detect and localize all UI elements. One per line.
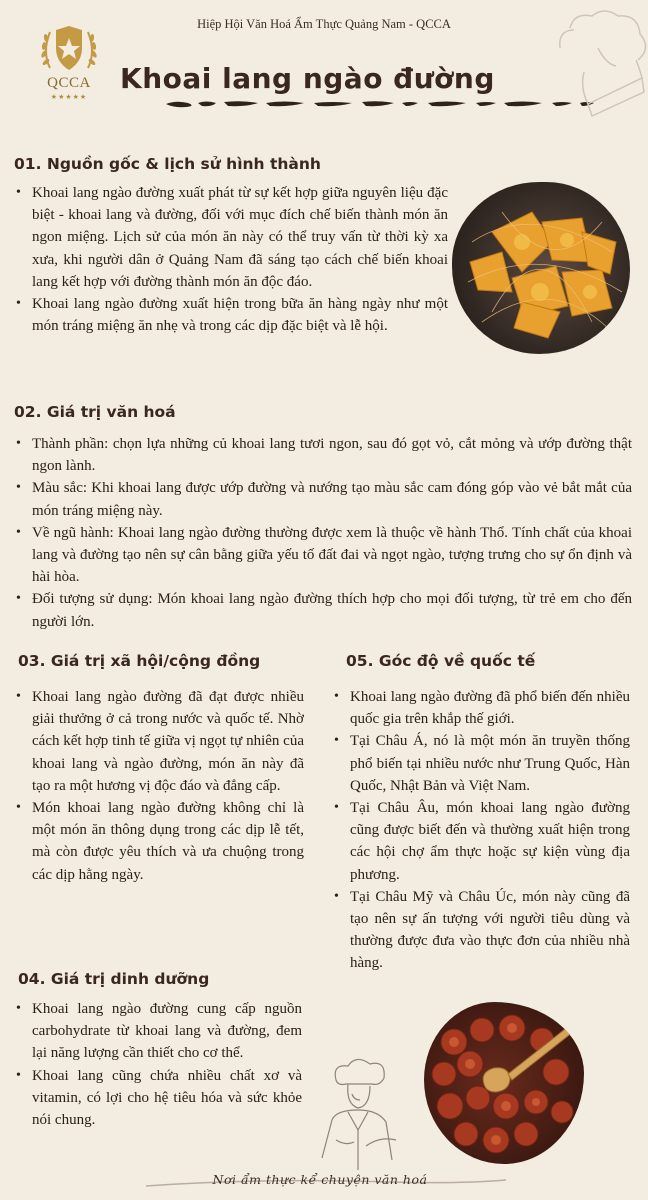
list-item: • Thành phần: chọn lựa những củ khoai lang tươi ngon, sau đó gọt vỏ, cắt mỏng và ướp đường thật ngon lành. [12, 433, 632, 477]
section-list-nutrition [12, 998, 302, 1131]
list-item: • Khoai lang ngào đường đã phổ biến đến nhiều quốc gia trên khắp thế giới. [330, 686, 630, 730]
list-item: • Khoai lang ngào đường đã đạt được nhiều giải thưởng ở cả trong nước và quốc tế. Nhờ cách kết hợp tinh tế giữa vị ngọt tự nhiên của khoai lang và ngào đường, món ăn này đã tạo ra một hương vị độc đáo và đẳng cấp. [12, 686, 304, 797]
list-item: • Khoai lang ngào đường cung cấp nguồn carbohydrate từ khoai lang và đường, đem lại năng lượng cần thiết cho cơ thể. [12, 998, 302, 1065]
list-item: • Tại Châu Âu, món khoai lang ngào đường cũng được biết đến và thường xuất hiện trong các hội chợ ẩm thực hoặc sự kiện vùng địa phương. [330, 797, 630, 886]
candied-sweet-potato-illustration [452, 182, 630, 354]
list-item: • Tại Châu Mỹ và Châu Úc, món này cũng đã tạo nên sự ấn tượng với người tiêu dùng và thường được đưa vào thực đơn của nhiều nhà hàng. [330, 886, 630, 975]
list-item: • Khoai lang ngào đường xuất hiện trong bữa ăn hàng ngày như một món tráng miệng ăn nhẹ và trong các dịp đặc biệt và lễ hội. [12, 293, 448, 337]
page-title: Khoai lang ngào đường [120, 62, 495, 95]
section-heading-cultural-value: 02. Giá trị văn hoá [14, 403, 176, 421]
chef-sketch-decoration-icon [296, 1050, 426, 1180]
title-underline-decoration [166, 98, 596, 110]
list-item: • Tại Châu Á, nó là một món ăn truyền thống phổ biến tại nhiều nước như Trung Quốc, Hàn Quốc, Nhật Bản và Việt Nam. [330, 730, 630, 797]
section-heading-international: 05. Góc độ về quốc tế [346, 652, 536, 670]
chef-hat-decoration-icon [540, 8, 648, 118]
list-item: • Về ngũ hành: Khoai lang ngào đường thường được xem là thuộc về hành Thổ. Tính chất của khoai lang và đường tạo nên sự cân bằng giữa yếu tố đất đai và ngọt ngào, tượng trưng cho sự ổn định và hài hòa. [12, 522, 632, 589]
organization-name: Hiệp Hội Văn Hoá Ẩm Thực Quảng Nam - QCCA [197, 17, 451, 31]
logo-text: QCCA [47, 75, 91, 91]
sweet-potato-dish-illustration [424, 1002, 584, 1164]
sweet-potato-dish-photo [424, 1002, 584, 1164]
section-list-cultural-value [12, 433, 632, 633]
section-list-international [330, 686, 630, 975]
section-list-origin-history [12, 182, 448, 337]
list-item: • Đối tượng sử dụng: Món khoai lang ngào đường thích hợp cho mọi đối tượng, từ trẻ em cho đến người lớn. [12, 588, 632, 632]
list-item: • Khoai lang ngào đường xuất phát từ sự kết hợp giữa nguyên liệu đặc biệt - khoai lang và đường, đối với mục đích chế biến thành món ăn ngon miệng. Lịch sử của món ăn này có thể truy vấn từ thời kỳ xa xưa, khi người dân ở Quảng Nam đã sáng tạo cách chế biến khoai lang kết hợp với đường thành món ăn độc đáo. [12, 182, 448, 293]
section-heading-origin-history: 01. Nguồn gốc & lịch sử hình thành [14, 155, 321, 173]
candied-sweet-potato-photo [452, 182, 630, 354]
section-list-social-value [12, 686, 304, 886]
section-heading-social-value: 03. Giá trị xã hội/cộng đồng [18, 652, 261, 670]
logo-stars: ★★★★★ [50, 93, 88, 101]
section-heading-nutrition: 04. Giá trị dinh dưỡng [18, 970, 210, 988]
footer-tagline: Nơi ẩm thực kể chuyện văn hoá [212, 1172, 428, 1187]
list-item: • Món khoai lang ngào đường không chỉ là một món ăn thông dụng trong các dịp lễ tết, mà còn được yêu thích và ưa chuộng trong các dịp hằng ngày. [12, 797, 304, 886]
list-item: • Màu sắc: Khi khoai lang được ướp đường và nướng tạo màu sắc cam đóng góp vào vẻ bắt mắt của món tráng miệng này. [12, 477, 632, 521]
list-item: • Khoai lang cũng chứa nhiều chất xơ và vitamin, có lợi cho hệ tiêu hóa và sức khỏe nói chung. [12, 1065, 302, 1132]
